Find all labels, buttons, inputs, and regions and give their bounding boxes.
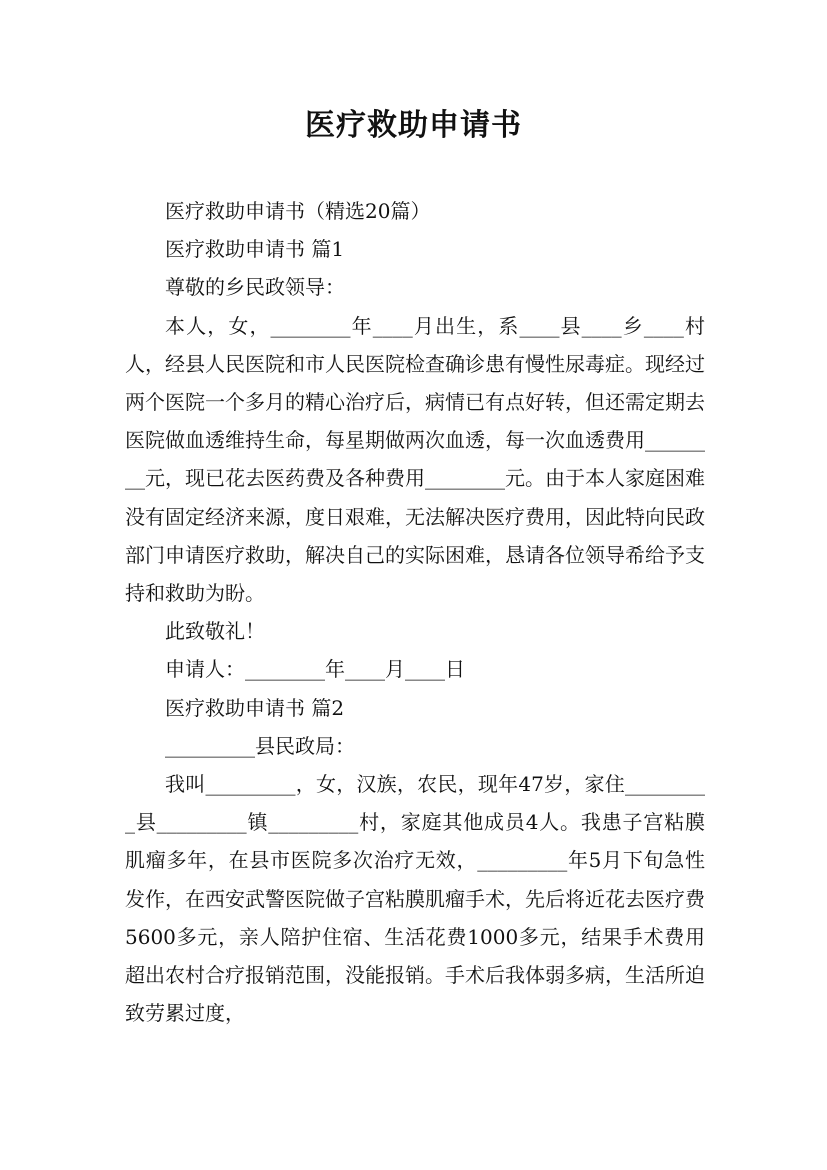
paragraph-body-1: 本人，女，________年____月出生，系____县____乡____村人，经县人民医院和市人民医院检查确诊患有慢性尿毒症。现经过两个医院一个多月的精心治疗后，病情已有点好转，但还需定期去医院做血透维持生命，每星期做两次血透，每一次血透费用________元，现已花去医药费及各种费用________元。由于本人家庭困难没有固定经济来源，度日艰难，无法解决医疗费用，因此特向民政部门申请医疗救助，解决自己的实际困难，恳请各位领导希给予支持和救助为盼。 — [125, 313, 705, 606]
document-title: 医疗救助申请书 — [305, 108, 522, 143]
paragraph-subtitle: 医疗救助申请书（精选20篇） — [165, 199, 431, 223]
paragraph-addressee: _________县民政局： — [165, 733, 355, 758]
paragraph-section-heading-1: 医疗救助申请书 篇1 — [165, 237, 345, 262]
paragraph-closing: 此致敬礼！ — [165, 619, 265, 644]
paragraph-signature: 申请人：________年____月____日 — [165, 657, 465, 682]
document-body — [125, 192, 705, 1032]
paragraph-salutation: 尊敬的乡民政领导： — [165, 275, 345, 300]
paragraph-body-2: 我叫_________，女，汉族，农民，现年47岁，家住_________县_________镇_________村，家庭其他成员4人。我患子宫粘膜肌瘤多年，在县市医院多次治疗无效，_________年5月下旬急性发作，在西安武警医院做子宫粘膜肌瘤手术，先后将近花去医疗费5600多元，亲人陪护住宿、生活花费1000多元，结果手术费用超出农村合疗报销范围，没能报销。手术后我体弱多病，生活所迫致劳累过度， — [125, 772, 705, 1026]
paragraph-section-heading-2: 医疗救助申请书 篇2 — [165, 695, 345, 720]
